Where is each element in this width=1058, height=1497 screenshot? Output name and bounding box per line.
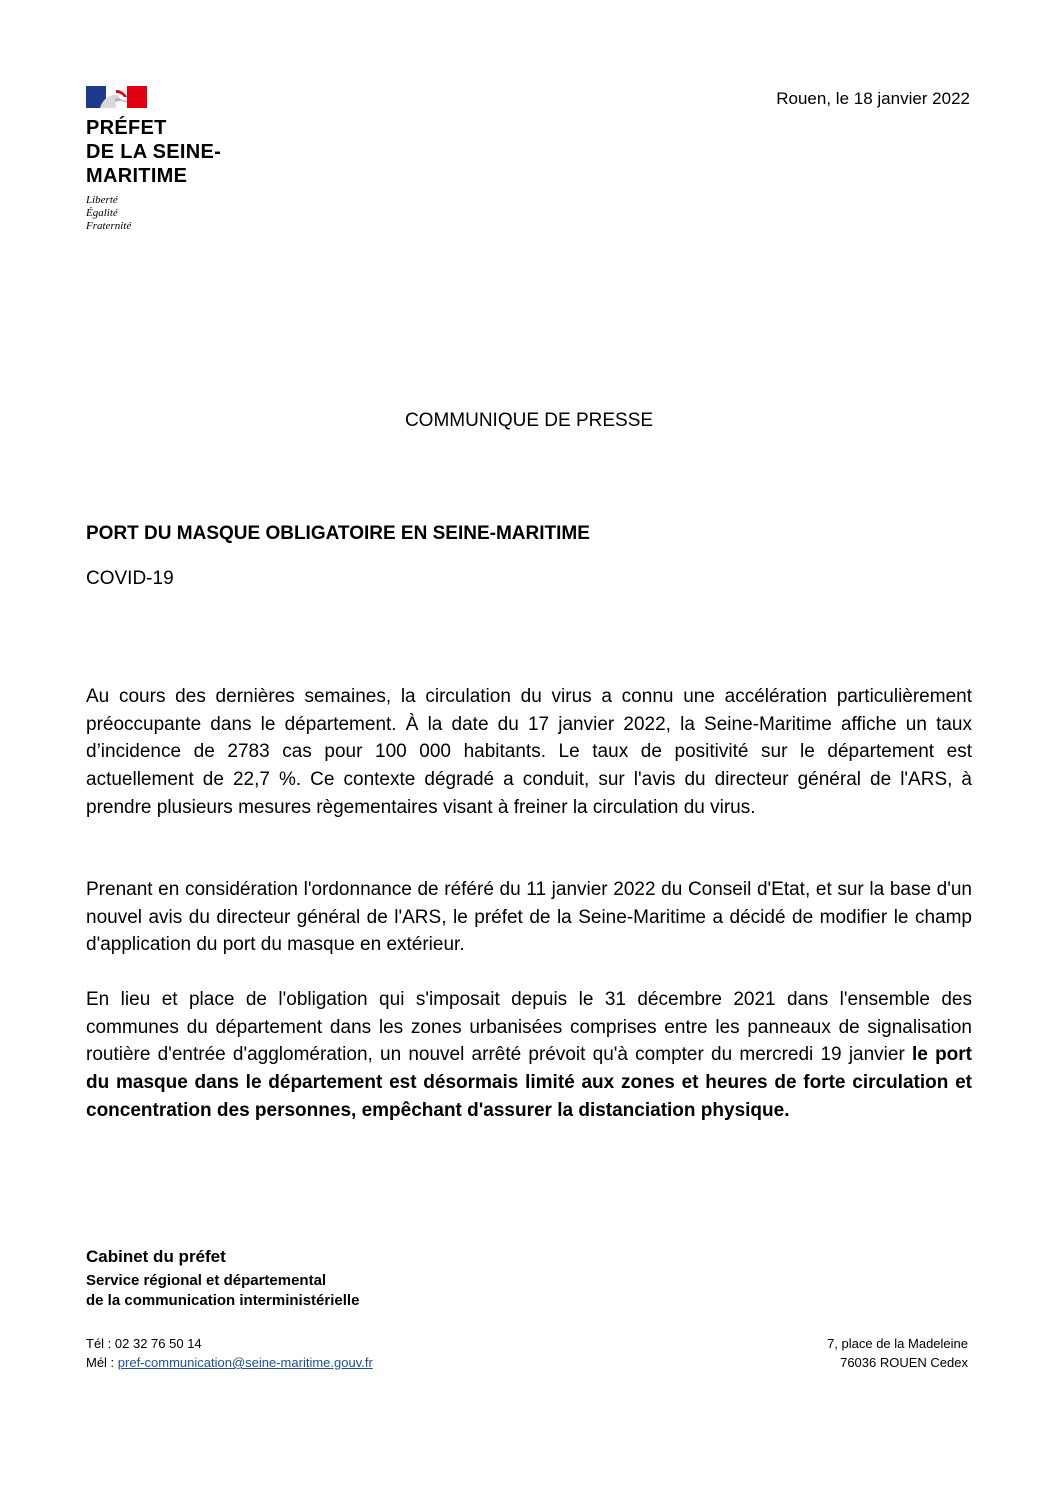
document-title: PORT DU MASQUE OBLIGATOIRE EN SEINE-MARITIME bbox=[86, 523, 590, 544]
address-line: 76036 ROUEN Cedex bbox=[840, 1355, 968, 1370]
contact-details bbox=[86, 1334, 373, 1372]
authority-line: DE LA SEINE- bbox=[86, 141, 222, 163]
paragraph-bold-text: le port du masque dans le département est désormais limité aux zones et heures de forte circulation et concentration des personnes, empêchant d'assurer la distanciation physique. bbox=[86, 1044, 973, 1121]
motto-line: Liberté bbox=[86, 194, 118, 206]
marianne-flag-icon bbox=[86, 86, 147, 108]
authority-name bbox=[86, 116, 221, 188]
email-label: Mél : bbox=[86, 1355, 118, 1370]
service-line: de la communication interministérielle bbox=[86, 1292, 360, 1309]
document-type: COMMUNIQUE DE PRESSE bbox=[404, 410, 654, 431]
body-paragraph: Au cours des dernières semaines, la circulation du virus a connu une accélération particulièrement préoccupante dans le département. À la date du 17 janvier 2022, la Seine-Maritime affiche un taux d’incidence de 2783 cas pour 100 000 habitants. Le taux de positivité sur le département est actuellement de 22,7 %. Ce contexte dégradé a conduit, sur l'avis du directeur général de l'ARS, à prendre plusieurs mesures règementaires visant à freiner la circulation du virus. bbox=[86, 686, 972, 818]
body-paragraph bbox=[86, 986, 972, 1125]
authority-line: MARITIME bbox=[86, 165, 188, 187]
authority-line: PRÉFET bbox=[86, 117, 167, 139]
date-line: Rouen, le 18 janvier 2022 bbox=[776, 89, 970, 108]
phone-number: 02 32 76 50 14 bbox=[114, 1336, 202, 1351]
document-subtitle: COVID-19 bbox=[86, 568, 174, 589]
address-line: 7, place de la Madeleine bbox=[827, 1336, 968, 1351]
phone-label: Tél : bbox=[86, 1336, 115, 1351]
body-paragraph: Prenant en considération l'ordonnance de référé du 11 janvier 2022 du Conseil d'Etat, et sur la base d'un nouvel avis du directeur général de l'ARS, le préfet de la Seine-Maritime a décidé de modifier le champ d'application du port du masque en extérieur. bbox=[86, 879, 972, 956]
republic-motto bbox=[86, 194, 131, 233]
phone-line bbox=[86, 1334, 373, 1353]
service-name bbox=[86, 1271, 359, 1311]
email-line bbox=[86, 1353, 373, 1372]
email-link[interactable]: pref-communication@seine-maritime.gouv.fr bbox=[117, 1355, 373, 1370]
paragraph-plain-text: En lieu et place de l'obligation qui s'imposait depuis le 31 décembre 2021 dans l'ensemble des communes du département dans les zones urbanisées comprises entre les panneaux de signalisation routière d'entrée d'agglomération, un nouvel arrêté prévoit qu'à compter du mercredi 19 janvier bbox=[86, 989, 972, 1066]
service-line: Service régional et départemental bbox=[86, 1272, 327, 1289]
postal-address bbox=[827, 1334, 968, 1372]
cabinet-name: Cabinet du préfet bbox=[86, 1247, 226, 1266]
motto-line: Égalité bbox=[86, 207, 118, 219]
motto-line: Fraternité bbox=[86, 220, 132, 232]
